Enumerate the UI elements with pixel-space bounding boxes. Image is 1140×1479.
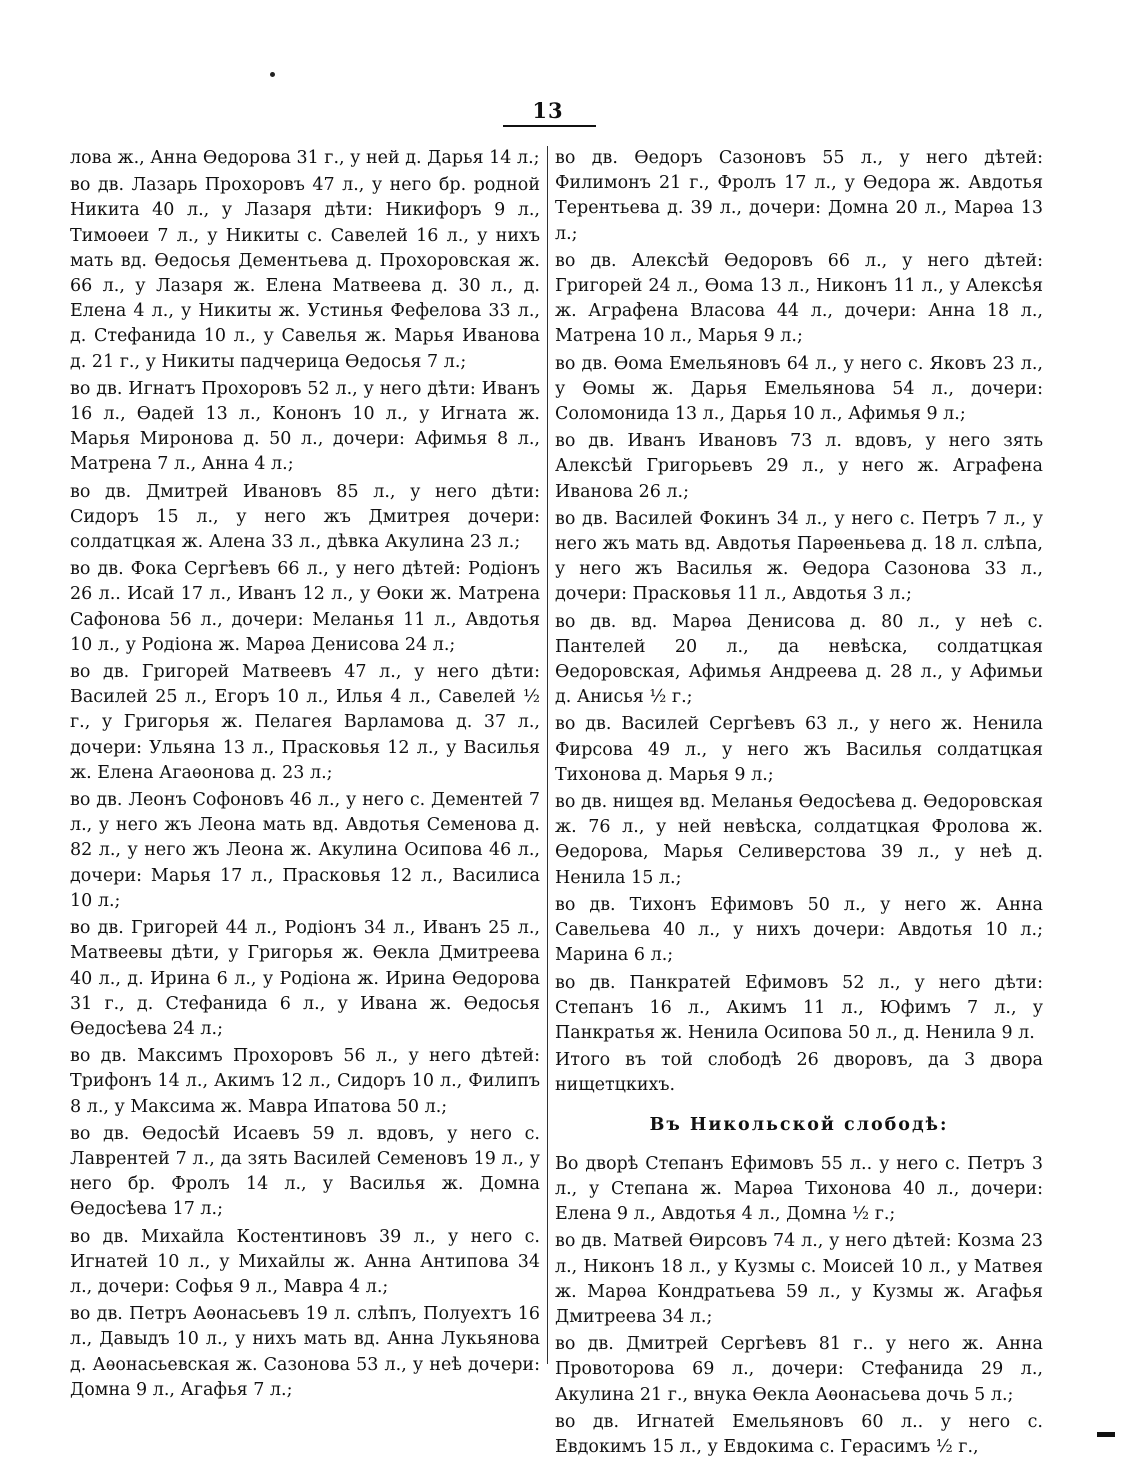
page-number: 13 [532,98,564,123]
household-entry: во дв. Григорей 44 л., Родіонъ 34 л., Иванъ 25 л., Матвеевы дѣти, у Григорья ж. Ѳекла Дмитреева 40 л., д. Ирина 6 л., у Родіона ж. Ирина Ѳедорова 31 г., д. Стефанида 6 л., у Ивана ж. Ѳедосья Ѳедосѣева 24 л.; [70,918,540,1039]
household-entry: во дв. Лазарь Прохоровъ 47 л., у него бр. родной Никита 40 л., у Лазаря дѣти: Никифоръ 9 л., Тимоѳеи 7 л., у Никиты с. Савелей 16 л., у нихъ мать вд. Ѳедосья Дементьева д. Прохоровская ж. 66 л., у Лазаря ж. Елена Матвеева д. 30 л., д. Елена 4 л., у Никиты ж. Устинья Фефелова 33 л., д. Стефанида 10 л., у Савелья ж. Марья Иванова д. 21 г., у Никиты падчерица Ѳедосья 7 л.; [70,175,540,372]
household-entry: лова ж., Анна Ѳедорова 31 г., у ней д. Дарья 14 л.; [70,148,540,168]
household-entry: во дв. Василей Сергѣевъ 63 л., у него ж. Ненила Фирсова 49 л., у него жъ Василья солдатцкая Тихонова д. Марья 9 л.; [555,714,1043,785]
page-number-rule [503,125,596,127]
household-entry: во дв. Леонъ Софоновъ 46 л., у него с. Дементей 7 л., у него жъ Леона мать вд. Авдотья Семенова д. 82 л., у него жъ Леона ж. Акулина Осипова 46 л., дочери: Марья 17 л., Прасковья 12 л., Василиса 10 л.; [70,790,540,911]
column-divider [547,146,548,1364]
household-entry: во дв. вд. Марѳа Денисова д. 80 л., у неѣ с. Пантелей 20 л., да невѣска, солдатцкая Ѳедоровская, Афимья Андреева д. 28 л., у Афимьи д. Анисья ½ г.; [555,611,1043,708]
settlement-total: Итого въ той слободѣ 26 дворовъ, да 3 двора нищетцкихъ. [555,1050,1043,1096]
household-entry: во дв. Михайла Костентиновъ 39 л., у него с. Игнатей 10 л., у Михайлы ж. Анна Антипова 34 л., дочери: Софья 9 л., Мавра 4 л.; [70,1226,540,1297]
household-entry: во дв. Матвей Ѳирсовъ 74 л., у него дѣтей: Козма 23 л., Никонъ 18 л., у Кузмы с. Моисей 10 л., у Матвея ж. Марѳа Кондратьева 59 л., у Кузмы ж. Агафья Дмитреева 34 л.; [555,1231,1043,1327]
section-heading: Въ Никольской слободѣ: [649,1114,949,1135]
household-entry: во дв. Ѳедоръ Сазоновъ 55 л., у него дѣтей: Филимонъ 21 г., Фролъ 17 л., у Ѳедора ж. Авдотья Терентьева д. 39 л., дочери: Домна 20 л., Марѳа 13 л.; [555,148,1043,244]
household-entry: во дв. Василей Фокинъ 34 л., у него с. Петръ 7 л., у него жъ мать вд. Авдотья Парѳеньева д. 18 л. слѣпа, у него жъ Василья ж. Ѳедора Сазонова 33 л., дочери: Прасковья 11 л., Авдотья 3 л.; [555,508,1043,605]
right-column [555,146,1043,1462]
household-entry: во дв. Алексѣй Ѳедоровъ 66 л., у него дѣтей: Григорей 24 л., Ѳома 13 л., Никонъ 11 л., у Алексѣя ж. Аграфена Власова 44 л., дочери: Анна 18 л., Матрена 10 л., Марья 9 л.; [555,250,1043,347]
household-entry: во дв. Ѳедосѣй Исаевъ 59 л. вдовъ, у него с. Лаврентей 7 л., да зять Василей Семеновъ 19 л., у него бр. Фролъ 14 л., у Василья ж. Домна Ѳедосѣева 17 л.; [70,1123,540,1220]
household-entry: во дв. Иванъ Ивановъ 73 л. вдовъ, у него зять Алексѣй Григорьевъ 29 л., у него ж. Аграфена Иванова 26 л.; [555,431,1043,502]
household-entry: во дв. Петръ Аѳонасьевъ 19 л. слѣпъ, Полуехтъ 16 л., Давыдъ 10 л., у нихъ мать вд. Анна Лукьянова д. Аѳонасьевская ж. Сазонова 53 л., у неѣ дочери: Домна 9 л., Агафья 7 л.; [70,1304,540,1400]
household-entry: во дв. Ѳома Емельяновъ 64 л., у него с. Яковъ 23 л., у Ѳомы ж. Дарья Емельянова 54 л., дочери: Соломонида 13 л., Дарья 10 л., Афимья 9 л.; [555,353,1043,425]
household-entry: во дв. Фока Сергѣевъ 66 л., у него дѣтей: Родіонъ 26 л.. Исай 17 л., Иванъ 12 л., у Ѳоки ж. Матрена Сафонова 56 л., дочери: Меланья 11 л., Авдотья 10 л., у Родіона ж. Марѳа Денисова 24 л.; [70,559,540,655]
household-entry: во дв. Дмитрей Ивановъ 85 л., у него дѣти: Сидоръ 15 л., у него жъ Дмитрея дочери: солдатцкая ж. Алена 33 л., дѣвка Акулина 23 л.; [70,481,540,553]
household-entry: во дв. Дмитрей Сергѣевъ 81 г.. у него ж. Анна Провоторова 69 л., дочери: Стефанида 29 л., Акулина 21 г., внука Ѳекла Аѳонасьева дочь 5 л.; [555,1334,1043,1405]
scan-speck [270,72,275,77]
household-entry: во дв. Максимъ Прохоровъ 56 л., у него дѣтей: Трифонъ 14 л., Акимъ 12 л., Сидоръ 10 л., Филипъ 8 л., у Максима ж. Мавра Ипатова 50 л.; [70,1046,540,1117]
household-entry: во дв. Григорей Матвеевъ 47 л., у него дѣти: Василей 25 л., Егоръ 10 л., Илья 4 л., Савелей ½ г., у Григорья ж. Пелагея Варламова д. 37 л., дочери: Ульяна 13 л., Прасковья 12 л., у Василья ж. Елена Агаѳонова д. 23 л.; [70,662,540,783]
household-entry: во дв. Панкратей Ефимовъ 52 л., у него дѣти: Степанъ 16 л., Акимъ 11 л., Юфимъ 7 л., у Панкратья ж. Ненила Осипова 50 л., д. Ненила 9 л. [555,972,1043,1043]
household-entry: во дв. нищея вд. Меланья Ѳедосѣева д. Ѳедоровская ж. 76 л., у ней невѣска, солдатцкая Фролова ж. Ѳедорова, Марья Селиверстова 39 л., у неѣ д. Ненила 15 л.; [555,792,1043,888]
household-entry: во дв. Тихонъ Ефимовъ 50 л., у него ж. Анна Савельева 40 л., у нихъ дочери: Авдотья 10 л.; Марина 6 л.; [555,894,1043,966]
scan-edge-mark [1097,1432,1115,1437]
household-entry: Во дворѣ Степанъ Ефимовъ 55 л.. у него с. Петръ 3 л., у Степана ж. Марѳа Тихонова 40 л., дочери: Елена 9 л., Авдотья 4 л., Домна ½ г.; [555,1153,1043,1225]
household-entry: во дв. Игнатей Емельяновъ 60 л.. у него с. Евдокимъ 15 л., у Евдокима с. Герасимъ ½ г., [555,1411,1043,1457]
left-column [70,146,540,1405]
household-entry: во дв. Игнатъ Прохоровъ 52 л., у него дѣти: Иванъ 16 л., Ѳадей 13 л., Кононъ 10 л., у Игната ж. Марья Миронова д. 50 л., дочери: Афимья 8 л., Матрена 7 л., Анна 4 л.; [70,378,540,475]
